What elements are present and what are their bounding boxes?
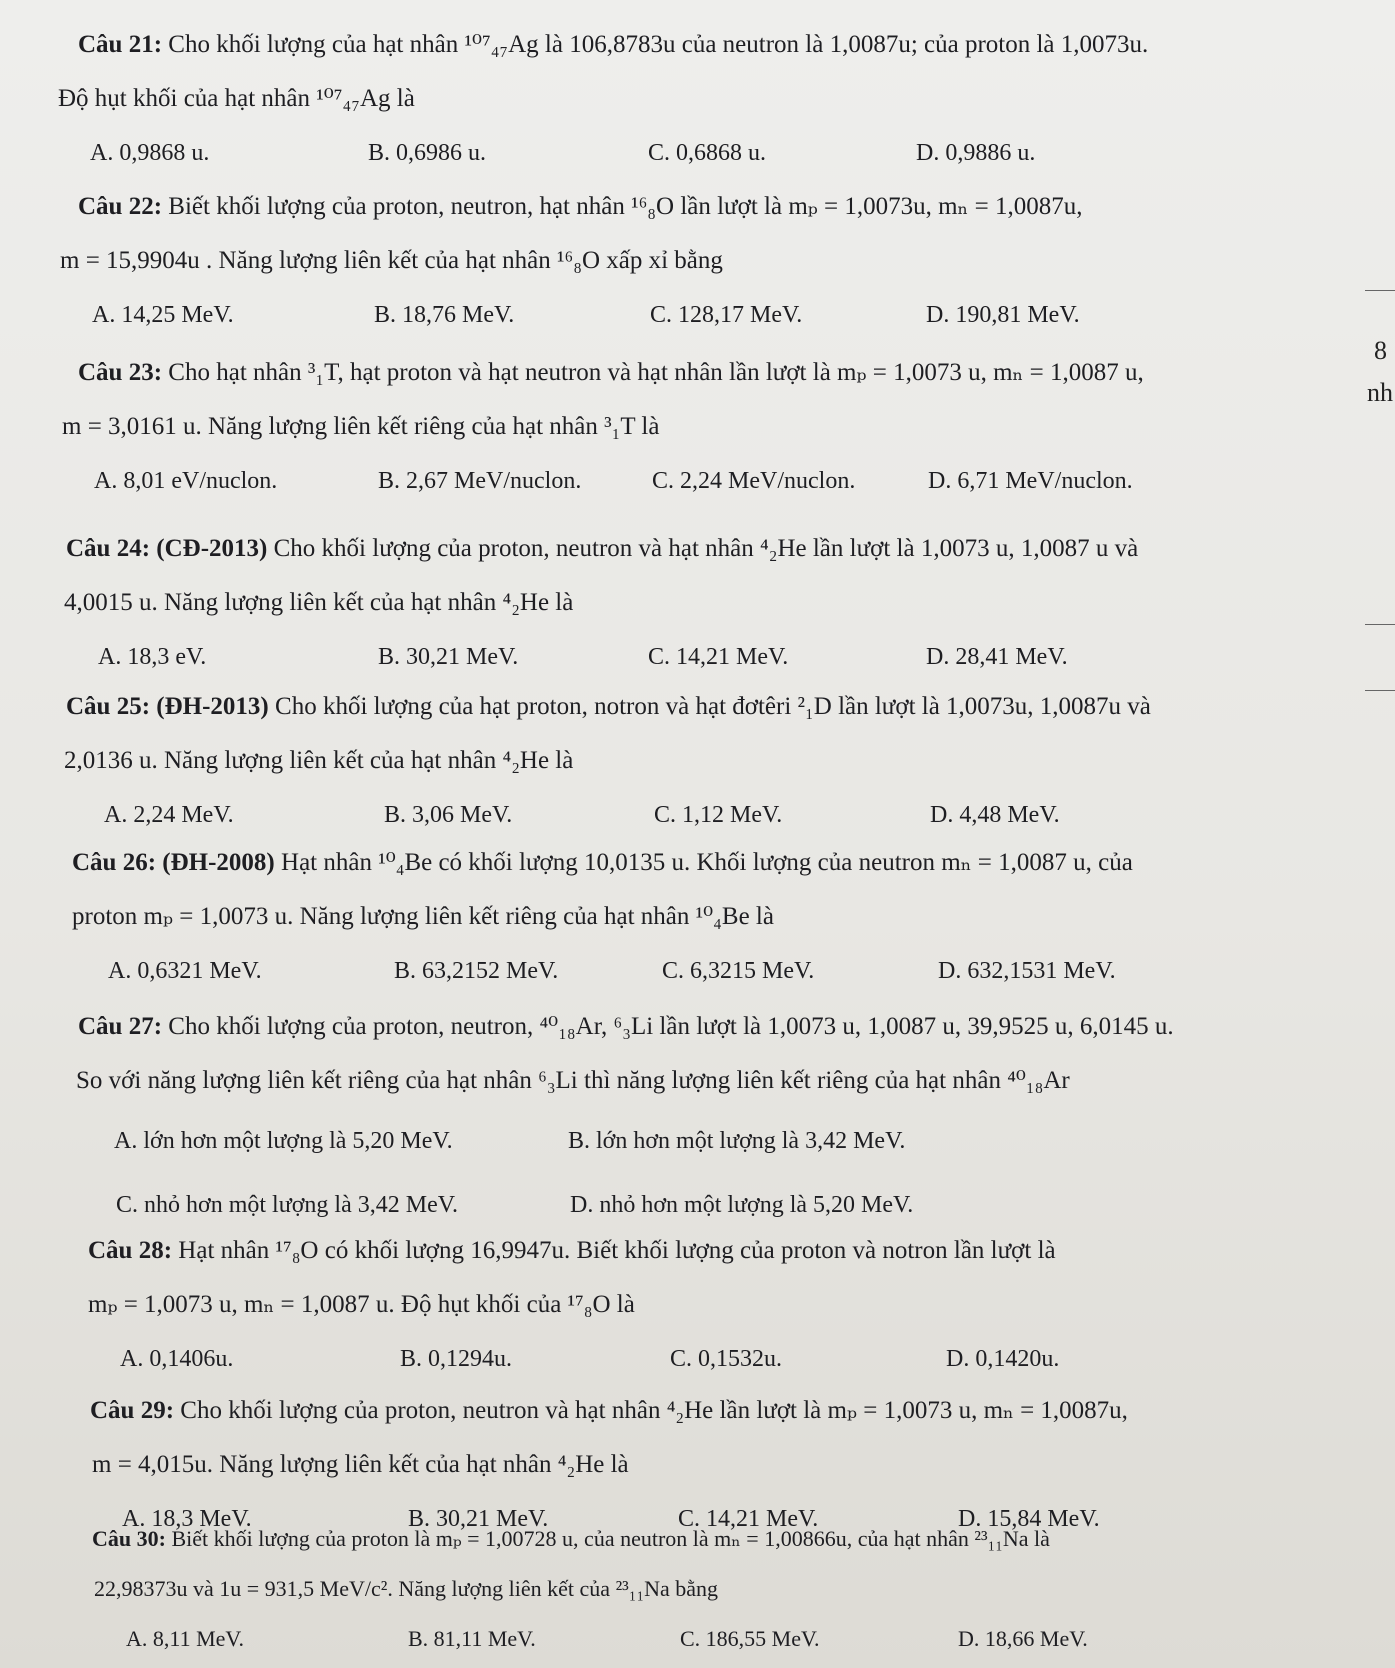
margin-mark-nh: nh [1367,378,1393,407]
option-c[interactable]: C. 14,21 MeV. [678,1506,819,1532]
option-b[interactable]: B. 81,11 MeV. [408,1626,536,1651]
question-number: Câu 24: (CĐ-2013) [66,535,268,562]
question-text-line-2: Độ hụt khối của hạt nhân ¹⁰⁷₄₇Ag là [58,85,415,112]
option-d[interactable]: D. nhỏ hơn một lượng là 5,20 MeV. [570,1192,914,1218]
options-row [78,788,1355,842]
option-a[interactable]: A. 8,11 MeV. [126,1626,244,1651]
question-number: Câu 29: [90,1397,175,1424]
option-b[interactable]: B. 30,21 MeV. [408,1506,549,1532]
option-d[interactable]: D. 4,48 MeV. [930,802,1060,828]
question-text-line-1: Biết khối lượng của proton, neutron, hạt nhân ¹⁶₈O lần lượt là mₚ = 1,0073u, mₙ = 1,0087u, [168,193,1083,220]
option-c[interactable]: C. 2,24 MeV/nuclon. [652,468,856,494]
question-number: Câu 28: [88,1237,173,1264]
option-b[interactable]: B. 0,1294u. [400,1346,513,1372]
options-row [78,1614,1355,1664]
option-a[interactable]: A. 18,3 MeV. [122,1506,252,1532]
question-24 [64,522,1355,684]
option-c[interactable]: C. 14,21 MeV. [648,644,789,670]
option-d[interactable]: D. 0,9886 u. [916,140,1036,166]
option-a[interactable]: A. 14,25 MeV. [92,302,234,328]
option-c[interactable]: C. 128,17 MeV. [650,302,803,328]
option-c[interactable]: C. 186,55 MeV. [680,1626,820,1651]
option-c[interactable]: C. 0,6868 u. [648,140,767,166]
question-text-line-2: 2,0136 u. Năng lượng liên kết của hạt nhân ⁴₂He là [64,747,574,774]
option-a[interactable]: A. lớn hơn một lượng là 5,20 MeV. [114,1128,453,1154]
question-text-line-1: Cho khối lượng của proton, neutron và hạt nhân ⁴₂He lần lượt là 1,0073 u, 1,0087 u và [273,535,1139,562]
question-26 [72,836,1355,998]
question-22 [60,180,1355,342]
question-text-line-2: m = 15,9904u . Năng lượng liên kết của hạt nhân ¹⁶₈O xấp xỉ bằng [60,247,723,274]
option-b[interactable]: B. 2,67 MeV/nuclon. [378,468,582,494]
option-d[interactable]: D. 190,81 MeV. [926,302,1080,328]
option-a[interactable]: A. 18,3 eV. [98,644,207,670]
option-d[interactable]: D. 28,41 MeV. [926,644,1068,670]
question-text-line-2: proton mₚ = 1,0073 u. Năng lượng liên kết riêng của hạt nhân ¹⁰₄Be là [72,903,774,930]
question-28 [78,1224,1355,1386]
option-b[interactable]: B. 63,2152 MeV. [394,958,559,984]
option-b[interactable]: B. 3,06 MeV. [384,802,513,828]
question-text-line-1: Cho khối lượng của hạt nhân ¹⁰⁷₄₇Ag là 106,8783u của neutron là 1,0087u; của proton là 1,0073u. [168,31,1149,58]
question-number: Câu 22: [78,193,163,220]
margin-divider [1365,290,1395,291]
option-a[interactable]: A. 8,01 eV/nuclon. [94,468,278,494]
options-row [78,454,1355,508]
options-row [78,944,1355,998]
option-c[interactable]: C. 0,1532u. [670,1346,783,1372]
question-27 [78,1000,1355,1232]
question-text-line-1: Hạt nhân ¹⁰₄Be có khối lượng 10,0135 u. Khối lượng của neutron mₙ = 1,0087 u, của [281,849,1133,876]
question-text-line-1: Biết khối lượng của proton là mₚ = 1,00728 u, của neutron là mₙ = 1,00866u, của hạt nhân ²³₁₁Na là [171,1526,1050,1551]
margin-mark-8: 8 [1374,336,1387,365]
question-text-line-1: Cho hạt nhân ³₁T, hạt proton và hạt neutron và hạt nhân lần lượt là mₚ = 1,0073 u, mₙ = 1,0087 u, [168,359,1144,386]
option-d[interactable]: D. 0,1420u. [946,1346,1060,1372]
option-d[interactable]: D. 15,84 MeV. [958,1506,1100,1532]
question-text-line-2: So với năng lượng liên kết riêng của hạt nhân ⁶₃Li thì năng lượng liên kết riêng của hạt nhân ⁴⁰₁₈Ar [76,1067,1070,1094]
option-a[interactable]: A. 0,6321 MeV. [108,958,262,984]
options-row-1 [78,1114,1355,1168]
question-number: Câu 21: [78,31,163,58]
option-d[interactable]: D. 6,71 MeV/nuclon. [928,468,1133,494]
question-text-line-2: mₚ = 1,0073 u, mₙ = 1,0087 u. Độ hụt khối của ¹⁷₈O là [88,1291,635,1318]
question-number: Câu 25: (ĐH-2013) [66,693,269,720]
question-text-line-1: Cho khối lượng của proton, neutron và hạt nhân ⁴₂He lần lượt là mₚ = 1,0073 u, mₙ = 1,0087u, [180,1397,1128,1424]
option-a[interactable]: A. 0,1406u. [120,1346,234,1372]
option-b[interactable]: B. 18,76 MeV. [374,302,515,328]
question-number: Câu 27: [78,1013,163,1040]
option-b[interactable]: B. 0,6986 u. [368,140,487,166]
options-row [78,126,1355,180]
options-row [78,288,1355,342]
option-b[interactable]: B. 30,21 MeV. [378,644,519,670]
question-number: Câu 30: [92,1526,166,1551]
option-c[interactable]: C. 6,3215 MeV. [662,958,815,984]
question-text-line-2: m = 3,0161 u. Năng lượng liên kết riêng của hạt nhân ³₁T là [62,413,660,440]
option-c[interactable]: C. nhỏ hơn một lượng là 3,42 MeV. [116,1192,458,1218]
question-30 [78,1514,1355,1664]
option-b[interactable]: B. lớn hơn một lượng là 3,42 MeV. [568,1128,906,1154]
option-d[interactable]: D. 632,1531 MeV. [938,958,1116,984]
question-text-line-2: m = 4,015u. Năng lượng liên kết của hạt nhân ⁴₂He là [92,1451,629,1478]
question-21 [58,18,1355,180]
margin-divider [1365,690,1395,691]
option-a[interactable]: A. 2,24 MeV. [104,802,234,828]
question-number: Câu 26: (ĐH-2008) [72,849,275,876]
question-25 [64,680,1355,842]
question-23 [62,346,1355,508]
question-text-line-1: Cho khối lượng của proton, neutron, ⁴⁰₁₈Ar, ⁶₃Li lần lượt là 1,0073 u, 1,0087 u, 39,9525 u, 6,0145 u. [168,1013,1174,1040]
options-row [78,630,1355,684]
question-text-line-2: 4,0015 u. Năng lượng liên kết của hạt nhân ⁴₂He là [64,589,574,616]
options-row [78,1332,1355,1386]
option-d[interactable]: D. 18,66 MeV. [958,1626,1088,1651]
question-text-line-2: 22,98373u và 1u = 931,5 MeV/c². Năng lượng liên kết của ²³₁₁Na bằng [94,1576,719,1601]
margin-divider [1365,624,1395,625]
question-text-line-1: Hạt nhân ¹⁷₈O có khối lượng 16,9947u. Biết khối lượng của proton và notron lần lượt là [178,1237,1056,1264]
option-c[interactable]: C. 1,12 MeV. [654,802,783,828]
option-a[interactable]: A. 0,9868 u. [90,140,210,166]
question-text-line-1: Cho khối lượng của hạt proton, notron và hạt đơtêri ²₁D lần lượt là 1,0073u, 1,0087u và [275,693,1151,720]
question-number: Câu 23: [78,359,163,386]
